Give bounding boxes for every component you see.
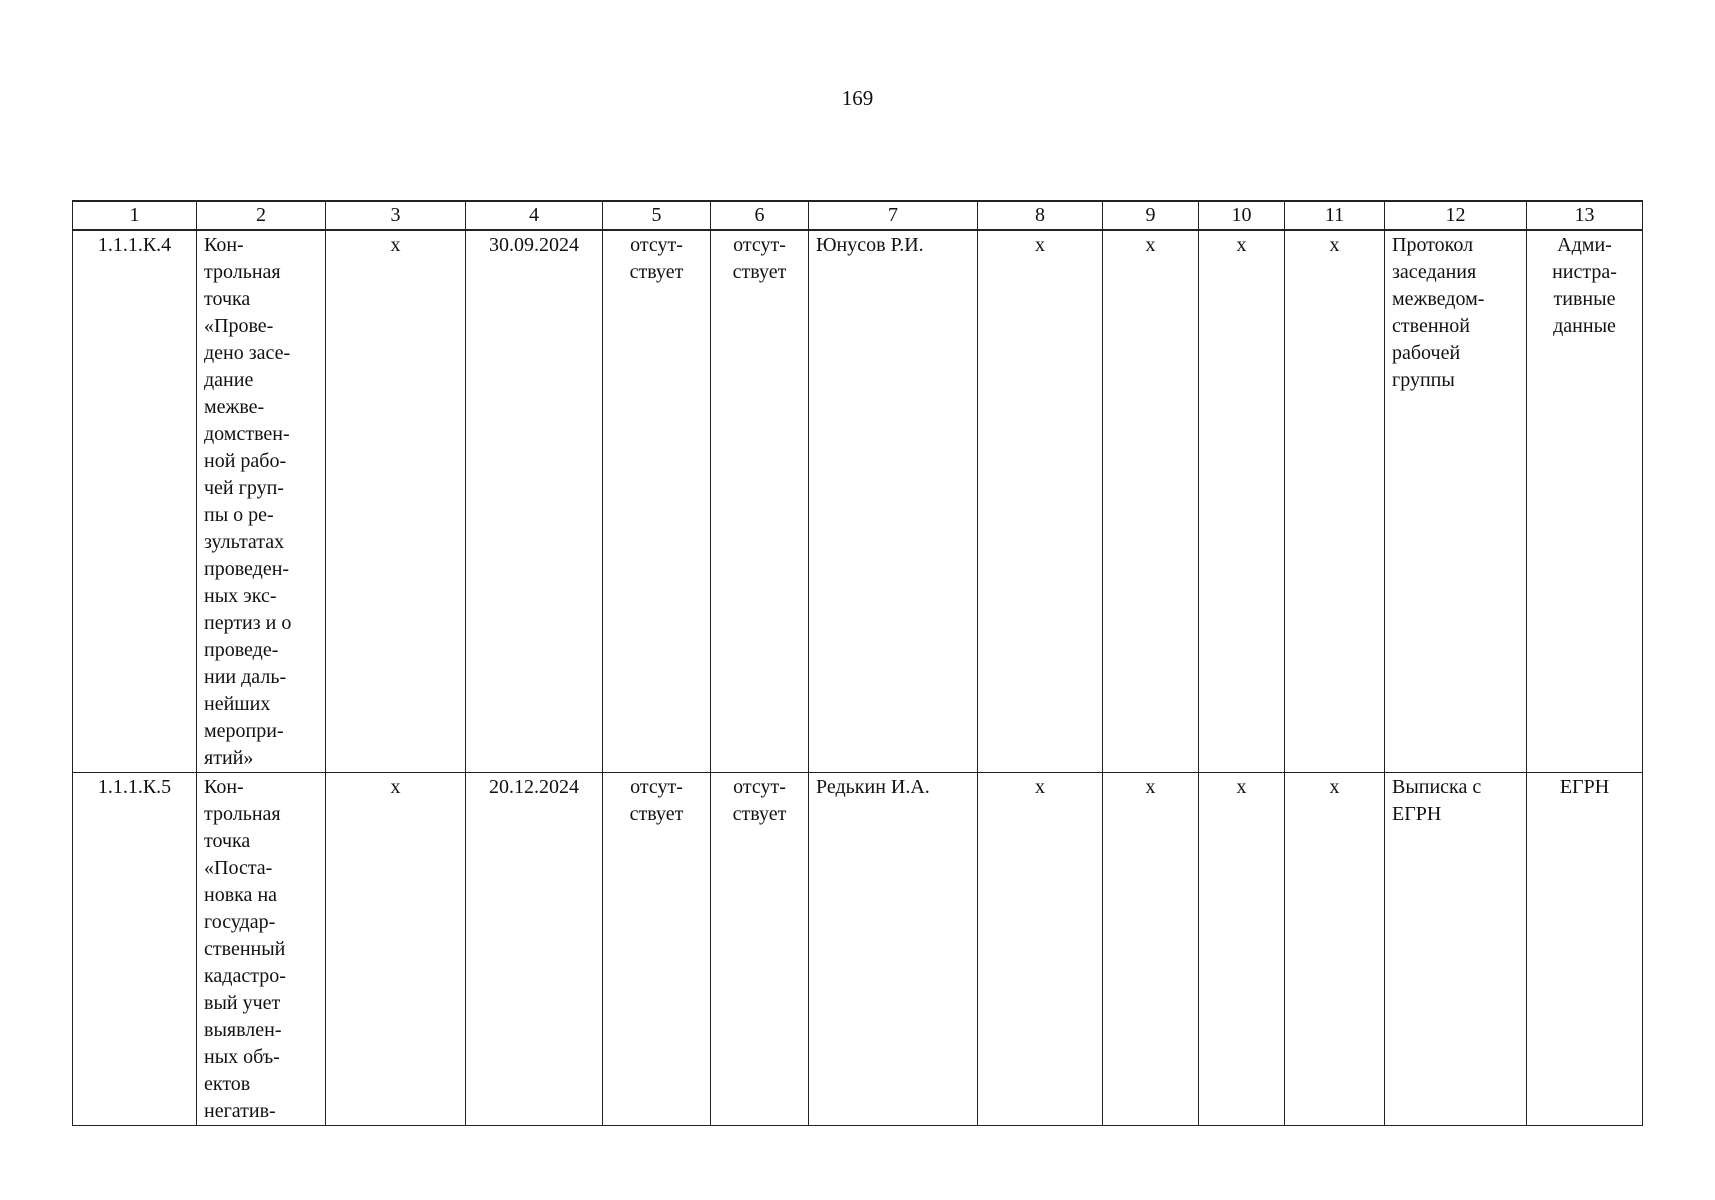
row-date: 20.12.2024 bbox=[466, 773, 603, 1126]
control-points-table bbox=[72, 200, 1643, 1126]
header-cell-12: 12 bbox=[1385, 201, 1527, 230]
header-cell-11: 11 bbox=[1285, 201, 1385, 230]
header-cell-9: 9 bbox=[1103, 201, 1199, 230]
table-row bbox=[73, 773, 1643, 1126]
cell-col8: х bbox=[978, 773, 1103, 1126]
header-cell-13: 13 bbox=[1527, 201, 1643, 230]
header-cell-3: 3 bbox=[326, 201, 466, 230]
row-responsible: Юнусов Р.И. bbox=[809, 230, 978, 773]
cell-col10: х bbox=[1199, 773, 1285, 1126]
table-header bbox=[73, 201, 1643, 230]
header-cell-8: 8 bbox=[978, 201, 1103, 230]
header-cell-6: 6 bbox=[711, 201, 809, 230]
header-row bbox=[73, 201, 1643, 230]
row-source: Адми- нистра- тивные данные bbox=[1527, 230, 1643, 773]
row-description: Кон- трольная точка «Прове- дено засе- дание межве- домствен- ной рабо- чей груп- пы о ре- зультатах проведен- ных экс- пертиз и о проведе- нии даль- нейших меропри- ятий» bbox=[197, 230, 326, 773]
cell-col9: х bbox=[1103, 773, 1199, 1126]
header-cell-7: 7 bbox=[809, 201, 978, 230]
cell-col11: х bbox=[1285, 230, 1385, 773]
row-id: 1.1.1.К.5 bbox=[73, 773, 197, 1126]
header-cell-4: 4 bbox=[466, 201, 603, 230]
cell-col5: отсут- ствует bbox=[603, 230, 711, 773]
row-document: Выписка с ЕГРН bbox=[1385, 773, 1527, 1126]
cell-col6: отсут- ствует bbox=[711, 773, 809, 1126]
cell-col9: х bbox=[1103, 230, 1199, 773]
row-document: Протокол заседания межведом- ственной рабочей группы bbox=[1385, 230, 1527, 773]
header-cell-1: 1 bbox=[73, 201, 197, 230]
page-number: 169 bbox=[841, 86, 874, 110]
cell-col3: х bbox=[326, 773, 466, 1126]
cell-col10: х bbox=[1199, 230, 1285, 773]
cell-col11: х bbox=[1285, 773, 1385, 1126]
row-responsible: Редькин И.А. bbox=[809, 773, 978, 1126]
header-cell-10: 10 bbox=[1199, 201, 1285, 230]
row-id: 1.1.1.К.4 bbox=[73, 230, 197, 773]
cell-col3: х bbox=[326, 230, 466, 773]
row-date: 30.09.2024 bbox=[466, 230, 603, 773]
cell-col8: х bbox=[978, 230, 1103, 773]
row-description: Кон- трольная точка «Поста- новка на государ- ственный кадастро- вый учет выявлен- ных объ- ектов негатив- bbox=[197, 773, 326, 1126]
cell-col6: отсут- ствует bbox=[711, 230, 809, 773]
row-source: ЕГРН bbox=[1527, 773, 1643, 1126]
cell-col5: отсут- ствует bbox=[603, 773, 711, 1126]
table-row bbox=[73, 230, 1643, 773]
header-cell-2: 2 bbox=[197, 201, 326, 230]
header-cell-5: 5 bbox=[603, 201, 711, 230]
